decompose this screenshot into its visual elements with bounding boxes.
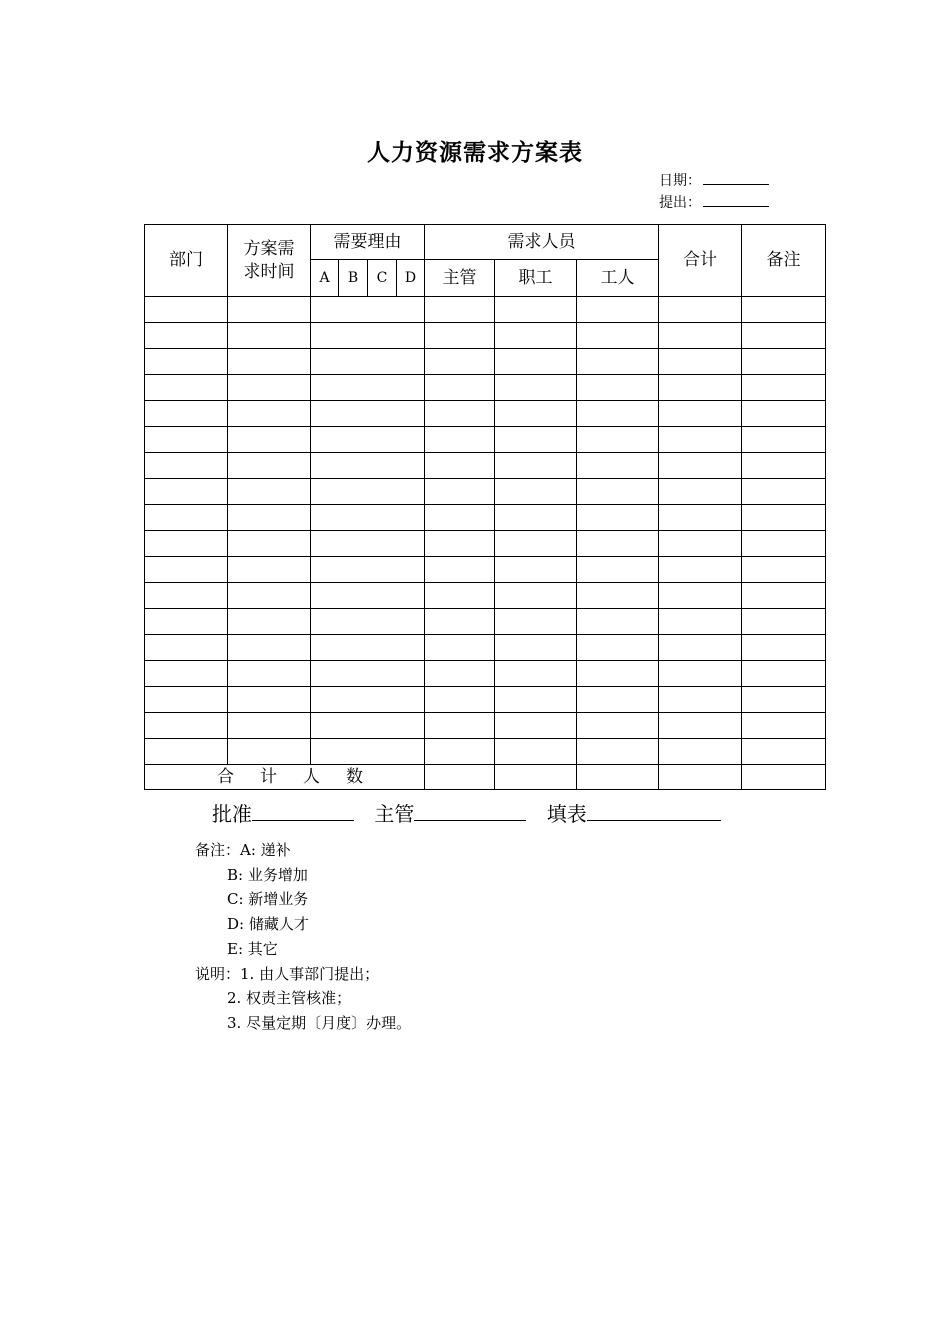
table-cell[interactable]: [495, 583, 577, 609]
table-cell[interactable]: [742, 401, 826, 427]
table-cell[interactable]: [495, 635, 577, 661]
table-cell[interactable]: [495, 375, 577, 401]
table-cell[interactable]: [145, 297, 228, 323]
table-row: [145, 661, 826, 687]
total-label-char: 人: [303, 766, 320, 787]
header-dept: 部门: [145, 225, 228, 297]
table-cell[interactable]: [425, 661, 495, 687]
table-cell[interactable]: [577, 739, 659, 765]
total-label-char: 数: [346, 766, 363, 787]
table-cell[interactable]: [311, 531, 425, 557]
table-cell[interactable]: [228, 375, 311, 401]
table-cell[interactable]: [228, 713, 311, 739]
remark-item: B: 业务增加: [227, 865, 308, 884]
table-cell[interactable]: [228, 687, 311, 713]
remark-label: 备注：: [195, 841, 241, 859]
table-cell[interactable]: [577, 635, 659, 661]
table-cell[interactable]: [228, 557, 311, 583]
table-cell[interactable]: [145, 583, 228, 609]
table-cell[interactable]: [577, 505, 659, 531]
staff-supervisor: 主管: [425, 260, 495, 297]
table-cell[interactable]: [311, 401, 425, 427]
header-time-line1: 方案需: [243, 239, 295, 260]
table-cell[interactable]: [425, 531, 495, 557]
staff-worker: 工人: [577, 260, 659, 297]
table-cell[interactable]: [145, 739, 228, 765]
table-cell[interactable]: [311, 427, 425, 453]
table-cell[interactable]: [659, 557, 742, 583]
table-cell[interactable]: [311, 375, 425, 401]
filler-label: 填表: [546, 802, 587, 826]
table-cell[interactable]: [228, 323, 311, 349]
table-cell[interactable]: [742, 531, 826, 557]
remark-item: D: 储藏人才: [227, 915, 309, 934]
total-label-char: 计: [260, 766, 277, 787]
total-cell[interactable]: [425, 765, 495, 790]
table-cell[interactable]: [577, 297, 659, 323]
table-cell[interactable]: [659, 479, 742, 505]
table-cell[interactable]: [742, 713, 826, 739]
table-cell[interactable]: [311, 323, 425, 349]
staff-employee: 职工: [495, 260, 577, 297]
table-cell[interactable]: [228, 609, 311, 635]
table-cell[interactable]: [425, 479, 495, 505]
table-cell[interactable]: [495, 401, 577, 427]
table-cell[interactable]: [228, 401, 311, 427]
signature-row: [212, 798, 735, 827]
approve-field: [212, 798, 354, 827]
table-row: [145, 375, 826, 401]
table-cell[interactable]: [145, 609, 228, 635]
table-cell[interactable]: [425, 323, 495, 349]
table-cell[interactable]: [577, 583, 659, 609]
table-cell[interactable]: [228, 661, 311, 687]
table-row: [145, 323, 826, 349]
table-cell[interactable]: [495, 739, 577, 765]
table-cell[interactable]: [425, 349, 495, 375]
table-cell[interactable]: [742, 557, 826, 583]
date-field: [659, 170, 769, 190]
table-cell[interactable]: [742, 349, 826, 375]
proposer-blank[interactable]: [703, 192, 769, 207]
approve-blank[interactable]: [252, 802, 354, 821]
table-cell[interactable]: [311, 505, 425, 531]
table-cell[interactable]: [577, 531, 659, 557]
table-cell[interactable]: [425, 505, 495, 531]
remark-item: E: 其它: [227, 939, 278, 958]
table-cell[interactable]: [577, 557, 659, 583]
table-cell[interactable]: [742, 583, 826, 609]
table-cell[interactable]: [577, 375, 659, 401]
table-cell[interactable]: [425, 583, 495, 609]
table-cell[interactable]: [145, 453, 228, 479]
table-cell[interactable]: [145, 349, 228, 375]
table-cell[interactable]: [228, 583, 311, 609]
proposer-label: 提出：: [659, 195, 701, 211]
table-cell[interactable]: [228, 479, 311, 505]
table-cell[interactable]: [577, 661, 659, 687]
table-cell[interactable]: [311, 297, 425, 323]
total-cell[interactable]: [659, 765, 742, 790]
table-cell[interactable]: [145, 531, 228, 557]
table-row: [145, 713, 826, 739]
filler-field: [547, 798, 721, 827]
table-cell[interactable]: [742, 635, 826, 661]
table-cell[interactable]: [659, 401, 742, 427]
table-cell[interactable]: [659, 453, 742, 479]
total-cell[interactable]: [577, 765, 659, 790]
table-cell[interactable]: [659, 297, 742, 323]
table-cell[interactable]: [311, 583, 425, 609]
table-cell[interactable]: [659, 609, 742, 635]
table-cell[interactable]: [228, 635, 311, 661]
table-cell[interactable]: [742, 661, 826, 687]
reason-d: D: [397, 260, 425, 297]
table-cell[interactable]: [495, 479, 577, 505]
table-cell[interactable]: [145, 401, 228, 427]
table-cell[interactable]: [659, 661, 742, 687]
table-cell[interactable]: [311, 713, 425, 739]
table-cell[interactable]: [495, 349, 577, 375]
table-cell[interactable]: [495, 427, 577, 453]
table-cell[interactable]: [659, 349, 742, 375]
total-cell[interactable]: [495, 765, 577, 790]
table-cell[interactable]: [145, 635, 228, 661]
table-cell[interactable]: [228, 349, 311, 375]
table-cell[interactable]: [577, 401, 659, 427]
header-note: 备注: [742, 225, 826, 297]
table-cell[interactable]: [742, 739, 826, 765]
supervisor-label: 主管: [374, 802, 415, 826]
header-staff: 需求人员: [425, 225, 659, 260]
table-row: [145, 479, 826, 505]
table-cell[interactable]: [311, 609, 425, 635]
approve-label: 批准: [212, 802, 252, 826]
table-row: [145, 505, 826, 531]
table-cell[interactable]: [742, 505, 826, 531]
table-cell[interactable]: [659, 531, 742, 557]
table-cell[interactable]: [311, 349, 425, 375]
table-cell[interactable]: [742, 297, 826, 323]
table-cell[interactable]: [425, 453, 495, 479]
header-reason: 需要理由: [311, 225, 425, 260]
remark-item: A: 递补: [240, 841, 291, 859]
explain-item: 3. 尽量定期〔月度〕办理。: [227, 1013, 412, 1032]
table-cell[interactable]: [145, 427, 228, 453]
table-cell[interactable]: [742, 375, 826, 401]
table-row: [145, 557, 826, 583]
table-cell[interactable]: [311, 479, 425, 505]
proposer-field: [659, 192, 769, 212]
date-label: 日期：: [659, 173, 701, 189]
table-cell[interactable]: [577, 687, 659, 713]
table-row: [145, 427, 826, 453]
table-cell[interactable]: [577, 323, 659, 349]
table-cell[interactable]: [742, 453, 826, 479]
table-cell[interactable]: [425, 713, 495, 739]
table-row: [145, 687, 826, 713]
table-cell[interactable]: [495, 661, 577, 687]
table-cell[interactable]: [577, 713, 659, 739]
table-row: [145, 349, 826, 375]
reason-a: A: [311, 260, 339, 297]
header-time-line2: 求时间: [243, 261, 295, 282]
date-blank[interactable]: [703, 170, 769, 185]
table-cell[interactable]: [742, 479, 826, 505]
reason-c: C: [368, 260, 397, 297]
table-cell[interactable]: [145, 323, 228, 349]
table-cell[interactable]: [425, 635, 495, 661]
remark-item: C: 新增业务: [227, 890, 309, 909]
table-cell[interactable]: [659, 687, 742, 713]
table-cell[interactable]: [742, 687, 826, 713]
total-cell[interactable]: [742, 765, 826, 790]
table-cell[interactable]: [145, 661, 228, 687]
table-cell[interactable]: [311, 687, 425, 713]
table-cell[interactable]: [659, 739, 742, 765]
explain-label: 说明：: [195, 964, 241, 983]
table-cell[interactable]: [145, 505, 228, 531]
table-cell[interactable]: [425, 687, 495, 713]
table-cell[interactable]: [425, 375, 495, 401]
table-cell[interactable]: [495, 687, 577, 713]
explain-item: 1. 由人事部门提出；: [240, 964, 380, 983]
demand-table: [144, 224, 826, 790]
reason-b: B: [339, 260, 368, 297]
table-cell[interactable]: [228, 427, 311, 453]
table-cell[interactable]: [577, 349, 659, 375]
filler-blank[interactable]: [587, 802, 721, 821]
table-cell[interactable]: [145, 713, 228, 739]
table-cell[interactable]: [495, 453, 577, 479]
table-cell[interactable]: [495, 531, 577, 557]
table-cell[interactable]: [659, 583, 742, 609]
table-cell[interactable]: [145, 479, 228, 505]
header-time: [228, 225, 311, 297]
table-cell[interactable]: [228, 505, 311, 531]
table-cell[interactable]: [495, 557, 577, 583]
table-cell[interactable]: [311, 557, 425, 583]
table-cell[interactable]: [228, 531, 311, 557]
table-cell[interactable]: [425, 297, 495, 323]
table-cell[interactable]: [228, 297, 311, 323]
table-cell[interactable]: [742, 427, 826, 453]
table-cell[interactable]: [425, 739, 495, 765]
table-cell[interactable]: [228, 453, 311, 479]
table-cell[interactable]: [425, 427, 495, 453]
table-cell[interactable]: [425, 401, 495, 427]
table-row: [145, 531, 826, 557]
table-cell[interactable]: [145, 687, 228, 713]
form-title: 人力资源需求方案表: [367, 139, 583, 166]
supervisor-field: [374, 798, 526, 827]
table-cell[interactable]: [228, 739, 311, 765]
table-cell[interactable]: [659, 427, 742, 453]
table-cell[interactable]: [659, 635, 742, 661]
table-row: [145, 609, 826, 635]
table-cell[interactable]: [495, 297, 577, 323]
supervisor-blank[interactable]: [414, 802, 526, 821]
table-row: [145, 635, 826, 661]
table-cell[interactable]: [742, 609, 826, 635]
total-label-char: 合: [217, 766, 234, 787]
table-cell[interactable]: [577, 609, 659, 635]
table-row: [145, 401, 826, 427]
table-cell[interactable]: [495, 505, 577, 531]
notes-section: [195, 838, 411, 1036]
table-cell[interactable]: [577, 427, 659, 453]
remark-line: [195, 838, 411, 863]
table-cell[interactable]: [495, 713, 577, 739]
table-row: [145, 297, 826, 323]
table-cell[interactable]: [577, 453, 659, 479]
table-cell[interactable]: [742, 323, 826, 349]
table-row: [145, 453, 826, 479]
table-cell[interactable]: [659, 713, 742, 739]
explain-item: 2. 权责主管核准；: [227, 989, 352, 1008]
header-sum: 合计: [659, 225, 742, 297]
table-cell[interactable]: [425, 609, 495, 635]
table-cell[interactable]: [145, 375, 228, 401]
table-row: [145, 583, 826, 609]
table-cell[interactable]: [145, 557, 228, 583]
table-row: [145, 739, 826, 765]
table-cell[interactable]: [659, 375, 742, 401]
table-cell[interactable]: [311, 453, 425, 479]
table-cell[interactable]: [311, 661, 425, 687]
table-cell[interactable]: [659, 505, 742, 531]
table-cell[interactable]: [495, 323, 577, 349]
table-cell[interactable]: [659, 323, 742, 349]
table-cell[interactable]: [577, 479, 659, 505]
table-cell[interactable]: [425, 557, 495, 583]
total-row: [145, 765, 826, 790]
table-cell[interactable]: [495, 609, 577, 635]
explain-line: [195, 962, 411, 987]
table-cell[interactable]: [311, 635, 425, 661]
total-label: [145, 765, 425, 790]
table-cell[interactable]: [311, 739, 425, 765]
